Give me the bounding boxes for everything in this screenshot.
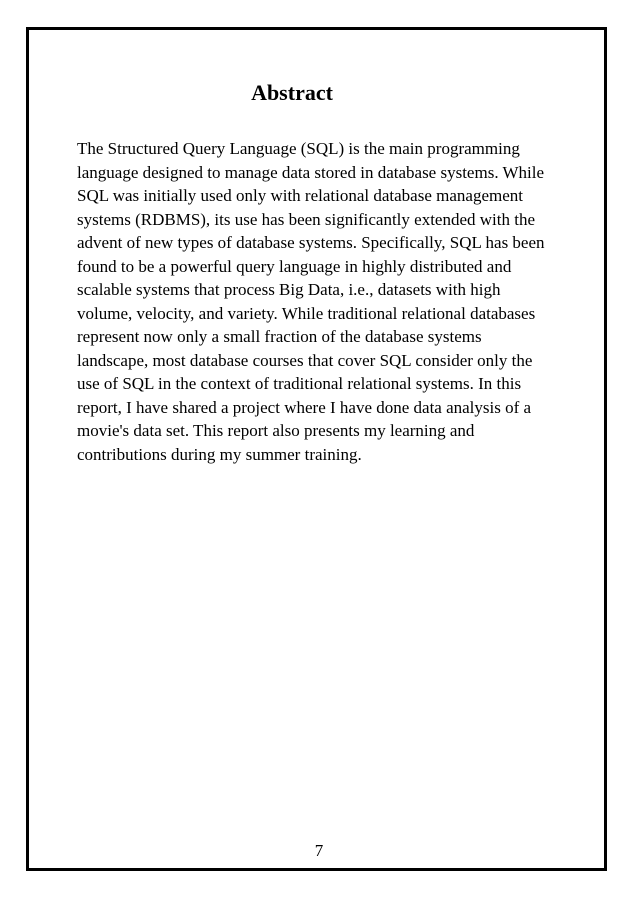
abstract-line: use of SQL in the context of traditional relational systems. In this	[77, 374, 522, 393]
abstract-line: The Structured Query Language (SQL) is the main programming	[77, 139, 520, 158]
abstract-line: advent of new types of database systems. Specifically, SQL has been	[77, 233, 545, 252]
abstract-line: movie's data set. This report also presents my learning and	[77, 421, 475, 440]
abstract-line: language designed to manage data stored in database systems. While	[77, 162, 545, 182]
abstract-line: represent now only a small fraction of the database systems	[77, 327, 482, 346]
abstract-line: found to be a powerful query language in highly distributed and	[77, 256, 512, 276]
abstract-line: landscape, most database courses that cover SQL consider only the	[77, 350, 533, 370]
abstract-line: report, I have shared a project where I have done data analysis of a	[77, 397, 532, 417]
abstract-line: volume, velocity, and variety. While traditional relational databases	[77, 303, 536, 323]
abstract-line: SQL was initially used only with relational database management	[77, 186, 523, 205]
page-number: 7	[314, 841, 324, 860]
abstract-body	[77, 137, 561, 466]
abstract-line: scalable systems that process Big Data, i.e., datasets with high	[77, 280, 501, 299]
abstract-title: Abstract	[251, 80, 333, 105]
abstract-line: systems (RDBMS), its use has been significantly extended with the	[77, 209, 535, 229]
abstract-line: contributions during my summer training.	[77, 444, 362, 464]
